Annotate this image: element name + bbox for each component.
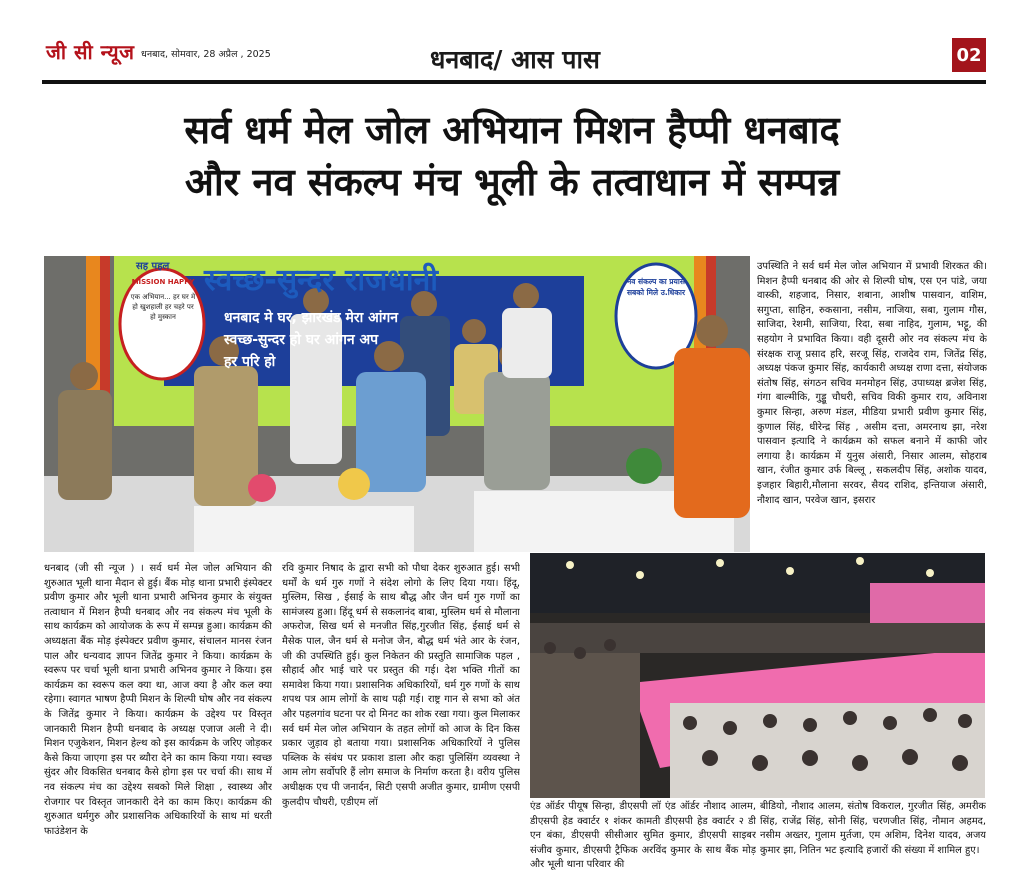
- banner-line-2: स्वच्छ-सुन्दर हो घर आंगन अप: [224, 332, 379, 348]
- dateline: धनबाद, सोमवार, 28 अप्रैल , 2025: [141, 49, 271, 60]
- banner-top-text: स्वच्छ-सुन्दर राजधानी: [204, 263, 439, 298]
- article-column-3: [757, 260, 987, 552]
- article-text-col4: एंड ऑर्डर पीयूष सिन्हा, डीएसपी लॉ एंड ऑर्डर नौशाद आलम, डीएसपी हेड क्वार्टर १ शंकर कामती डीएसपी हेड क्वार्टर २ डी एन बंका, डीएसपी सीसीआर सुमित कुमार, डीएसपी साइबर संजीव कुमार, डीएसपी ट्रैफिक अरविंद कुमार के साथ बैंक मोड़ और भूली थाना परिवार की: [530, 801, 756, 871]
- masthead-rule: [42, 80, 986, 84]
- audience-photo: [530, 553, 985, 798]
- banner-line-1: धनबाद मे घर, झारखंड मेरा आंगन: [224, 310, 399, 326]
- audience-photo-illustration: [530, 553, 985, 798]
- headline: [30, 104, 994, 208]
- article-text-col1: धनबाद (जी सी न्यूज ) । सर्व धर्म मेल जोल अभियान की शुरुआत भूली थाना मैदान से हुई। बैंक मोड़ थाना प्रभारी इंस्पेक्टर प्रवीण कुमार और भूली थाना प्रभारी अभिनव कुमार के संयुक्त तत्वाधान में मिशन हैप्पी धनबाद और नव संकल्प मंच भूली के साथ कार्यक्रम को आयोजक के रूप में सम्पन्न हुआ। कार्यक्रम की अध्यक्षता बैंक मोड़ इंस्पेक्टर प्रवीण कुमार, संचालन मानस रंजन पाल और धन्यवाद ज्ञापन जितेंद्र कुमार ने किया। कार्यक्रम के स्वरूप पर चर्चा भूली थाना प्रभारी अभिनव कुमार ने किया। इस कार्यक्रम का स्वरूप कल क्या था, आज क्या है और कल क्या रहेगा। स्वागत भाषण हैप्पी मिशन के शिल्पी घोष और नव संकल्प के जितेंद्र कुमार ने किया। कार्यक्रम के उद्देश्य पर विस्तृत जानकारी मिशन हैप्पी धनबाद के अध्यक्ष एजाज अली ने दी। मिशन एजुकेशन, मिशन हेल्थ को इस कार्यक्रम के जरिए जोड़कर कैसे किया जाएगा इस पर ब्यौरा देने का काम किया गया। स्वच्छ सुंदर और विकसित धनबाद कैसे होगा इस पर चर्चा की। साथ में नव संकल्प मंच का उद्देश्य सबको मिले शिक्षा , स्वास्थ्य और रोजगार पर विस्तृत जानकारी देने का काम किए। कार्यक्रम की शुरुआत धर्मगुरु और प्रशासनिक अधिकारियों के साथ मां धरती फाउंडेशन के: [44, 563, 272, 837]
- article-text-col2: रवि कुमार निषाद के द्वारा सभी को पौधा देकर शुरुआत हुई। सभी धर्मों के धर्म गुरु गणों ने संदेश लोगो के लिए दिया गया। हिंदू, मुस्लिम, सिख , ईसाई के साथ बौद्ध और जैन धर्म गुरु गणों का सामंजस्य हुआ। हिंदू धर्म से सकलानंद बाबा, मुस्लिम धर्म से मौलाना अफरोज, सिख धर्म से मनजीत सिंह,गुरजीत सिंह, ईसाई धर्म से मैसेक पाल, जैन धर्म से मनोज जैन, बौद्ध धर्म भंते आर के रंजन, जी की उपस्थिति हुई। कुल निकेतन की प्रस्तुति सामाजिक पहल , सौहार्द और भाई चारे पर प्रस्तुत की गई। देश भक्ति गीतों का समावेश किया गया। प्रशासनिक अधिकारियों, धर्म गुरु गणों के साथ शपथ पत्र आम लोगों के साथ पढ़ी गई। राष्ट्र गान से सभा को अंत और पहलगांव घटना पर दो मिनट का शोक रखा गया। कुल मिलाकर सर्व धर्म मेल जोल अभियान के तहत लोगों को आज के दिन किस प्रकार जुड़ाव हो बताया गया। प्रशासनिक अधिकारियों ने पुलिस पब्लिक के संबंध पर प्रकाश डाला और कहा पुलिसिंग व्यवस्था ने आम लोग सर्वोपरि हैं लोग समाज के निर्माण करता है। वरीय पुलिस अधीक्षक एच पी जनार्दन, सिटी एसपी अजीत कुमार, ग्रामीण एसपी कुलदीप चौधरी, एडीएम लॉ: [282, 563, 520, 808]
- article-column-1: [44, 562, 272, 880]
- article-column-4: [530, 800, 756, 884]
- section-title: धनबाद/ आस पास: [430, 45, 600, 74]
- event-stage-photo: [44, 256, 750, 552]
- page-number: 02: [952, 38, 986, 72]
- mission-happy-badge-text: एक अभियान... हर घर मे हो खुशहाली हर चहरे पर हो मुस्कान: [130, 293, 196, 321]
- banner-top-left-text: सह पहल: [136, 261, 170, 272]
- article-column-5: [760, 800, 986, 884]
- headline-line-1: सर्व धर्म मेल जोल अभियान मिशन हैप्पी धनबाद: [184, 108, 840, 152]
- headline-line-2: और नव संकल्प मंच भूली के तत्वाधान में सम्पन्न: [184, 160, 840, 204]
- newspaper-logo: जी सी न्यूज: [46, 40, 135, 64]
- masthead: [0, 0, 1024, 95]
- article-column-2: [282, 562, 520, 880]
- right-badge-text: नव संकल्प का प्रयास सबको मिले उ.धिकार: [626, 277, 686, 297]
- banner-line-3: हर परि हो: [224, 354, 276, 370]
- article-text-col3: उपस्थिति ने सर्व धर्म मेल जोल अभियान में प्रभावी शिरकत की। मिशन हैप्पी धनबाद की ओर से शिल्पी घोष, एस एन पांडे, जया वास्की, शहजाद, निसार, शबाना, आशीष पासवान, वाशिम, सगुप्ता, साहिन, रुकसाना, नसीम, नाजिया, सबा, गुलाम गौस, साजिदा, रेशमी, साजिया, रिदा, सबा नाहिद, गुलाम, भट्टू, की सहयोग ने प्रभावित किया। वही दूसरी ओर नव संकल्प मंच के संरक्षक राजू प्रसाद हरि, सरजू सिंह, राजदेव राम, जितेंद्र सिंह, अध्यक्ष पंकज कुमार सिंह, कार्यकारी अध्यक्ष राणा दत्ता, संयोजक संतोष सिंह, संगठन सचिव मनमोहन सिंह, उपाध्यक्ष ब्रजेश सिंह, गंगा बाल्मीकि, गुड्डू चौधरी, सचिव विकी कुमार राय, अविनाश कुमार सिन्हा, अरुण मंडल, मीडिया प्रभारी प्रवीण कुमार सिंह, कुणाल सिंह, धीरेन्द्र सिंह , असीम दत्ता, अमरनाथ झा, नरेश पासवान इत्यादि ने कार्यक्रम को सफल बनाने में काफी जोर लगाया है। कार्यक्रम में युनुस अंसारी, निसार आलम, सोहराब खान, रंजीत कुमार उर्फ बिल्लू , सकलदीप सिंह, अशोक यादव, इजहार बिहारी,मौलाना सरवर, सैयद राशिद, इन्तियाज अंसारी, नौशाद खान, परवेज खान, इसरार: [757, 261, 987, 506]
- mission-happy-badge-title: MISSION HAPPY: [131, 278, 195, 286]
- article-text-col5: बीडियो, नौशाद आलम, संतोष विकराल, गुरजीत सिंह, अमरीक सिंह, राजेंद्र सिंह, सोनी सिंह, चरणजीत सिंह, नौमान अहमद, नसीम अख्तर, गुलाम मुर्तजा, एम अशिम, दिनेश यादव, अजय कुमार झा, नितिन भट इत्यादि हजारों की संख्या में शामिल हुए।: [760, 801, 986, 856]
